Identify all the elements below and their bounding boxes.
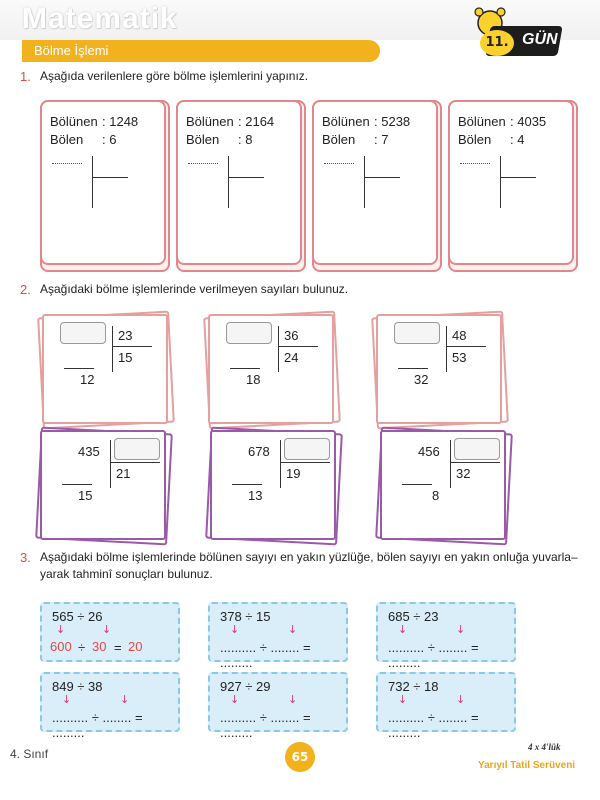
q2-text: Aşağıdaki bölme işlemlerinde verilmeyen sayıları bulunuz. [40,282,349,296]
division-card: Bölünen : 2164 Bölen : 8 [176,100,302,265]
arrow-down-icon: ↓ [230,623,240,636]
dividend-label: Bölünen [50,114,98,129]
dividend-value: 4035 [517,114,547,129]
division-expression: 378 ÷ 15 [220,609,271,624]
q3-text-line1: Aşağıdaki bölme işlemlerinde bölünen sayıyı en yakın yüzlüğe, bölen sayıyı en yakın onluğa yuvarla– [40,550,578,564]
arrow-down-icon: ↓ [56,623,66,636]
estimate-box [208,602,348,670]
missing-divisor-card [40,430,166,540]
dividend-label: Bölünen [186,114,234,129]
subject-title: Matematik [22,2,178,35]
q3-number: 3. [20,550,31,565]
rounded-divisor: 30 [92,639,107,654]
estimate-box [208,672,348,740]
answer-blank[interactable]: .......... ÷ ........ = ......... [388,640,479,670]
division-expression: 685 ÷ 23 [388,609,439,624]
divisor-value: 48 [452,328,467,343]
missing-dividend-card [208,314,334,424]
division-expression: 927 ÷ 29 [220,679,271,694]
dividend-value: 2164 [245,114,275,129]
missing-dividend-card [376,314,502,424]
missing-divisor-card [380,430,506,540]
answer-blank[interactable]: .......... ÷ ........ = ......... [52,710,143,740]
divisor-answer-box[interactable] [454,438,500,460]
missing-dividend-card [42,314,168,424]
remainder-value: 15 [78,488,93,503]
estimate-result: 20 [128,639,143,654]
dividend-answer-box[interactable] [60,322,106,344]
estimate-box-example [40,602,180,662]
arrow-down-icon: ↓ [456,623,466,636]
dividend-label: Bölünen [458,114,506,129]
topic-title: Bölme İşlemi [34,43,109,58]
divisor-value: 6 [109,132,117,147]
q1-text: Aşağıda verilenlere göre bölme işlemlerini yapınız. [40,69,309,83]
arrow-down-icon: ↓ [62,693,72,706]
q3-text-line2: yarak tahminî sonuçları bulunuz. [40,567,213,581]
remainder-value: 13 [248,488,263,503]
q2-number: 2. [20,282,31,297]
day-number: 11. [480,30,514,56]
quotient-value: 53 [452,350,467,365]
answer-blank[interactable]: .......... ÷ ........ = ......... [220,640,311,670]
divide-sign: ÷ [78,640,86,655]
missing-divisor-card [210,430,336,540]
dividend-value: 678 [248,444,270,459]
arrow-down-icon: ↓ [398,623,408,636]
division-card: Bölünen : 4035 Bölen : 4 [448,100,574,265]
division-expression: 732 ÷ 18 [388,679,439,694]
series-top: 4 x 4'lük [528,742,561,752]
division-card: Bölünen : 1248 Bölen : 6 [40,100,166,265]
quotient-value: 24 [284,350,299,365]
division-card: Bölünen : 5238 Bölen : 7 [312,100,438,265]
divisor-answer-box[interactable] [114,438,160,460]
remainder-value: 8 [432,488,440,503]
remainder-value: 12 [80,372,95,387]
remainder-value: 32 [414,372,429,387]
quotient-value: 32 [456,466,471,481]
divisor-value: 8 [245,132,253,147]
arrow-down-icon: ↓ [288,693,298,706]
dividend-answer-box[interactable] [394,322,440,344]
estimate-box [40,672,180,740]
divisor-label: Bölen [458,132,492,147]
division-expression: 565 ÷ 26 [52,609,103,624]
q1-number: 1. [20,69,31,84]
dividend-value: 456 [418,444,440,459]
divisor-label: Bölen [186,132,220,147]
dividend-answer-box[interactable] [226,322,272,344]
estimate-box [376,602,516,670]
divisor-value: 4 [517,132,525,147]
arrow-down-icon: ↓ [102,623,112,636]
series-title: Yarıyıl Tatil Serüveni [478,760,576,771]
remainder-value: 18 [246,372,261,387]
divisor-label: Bölen [50,132,84,147]
arrow-down-icon: ↓ [456,693,466,706]
dividend-value: 1248 [109,114,139,129]
page-number: 65 [285,742,315,772]
arrow-down-icon: ↓ [230,693,240,706]
day-word: GÜN [522,31,558,48]
quotient-value: 21 [116,466,131,481]
divisor-value: 7 [381,132,389,147]
quotient-value: 19 [286,466,301,481]
answer-blank[interactable]: .......... ÷ ........ = ......... [388,710,479,740]
equals-sign: = [114,640,122,655]
divisor-label: Bölen [322,132,356,147]
divisor-value: 23 [118,328,133,343]
grade-label: 4. Sınıf [10,747,49,761]
divisor-value: 36 [284,328,299,343]
dividend-label: Bölünen [322,114,370,129]
dividend-value: 5238 [381,114,411,129]
arrow-down-icon: ↓ [398,693,408,706]
rounded-dividend: 600 [50,639,72,654]
arrow-down-icon: ↓ [120,693,130,706]
dividend-value: 435 [78,444,100,459]
quotient-value: 15 [118,350,133,365]
answer-blank[interactable]: .......... ÷ ........ = ......... [220,710,311,740]
arrow-down-icon: ↓ [288,623,298,636]
divisor-answer-box[interactable] [284,438,330,460]
division-expression: 849 ÷ 38 [52,679,103,694]
estimate-box [376,672,516,740]
